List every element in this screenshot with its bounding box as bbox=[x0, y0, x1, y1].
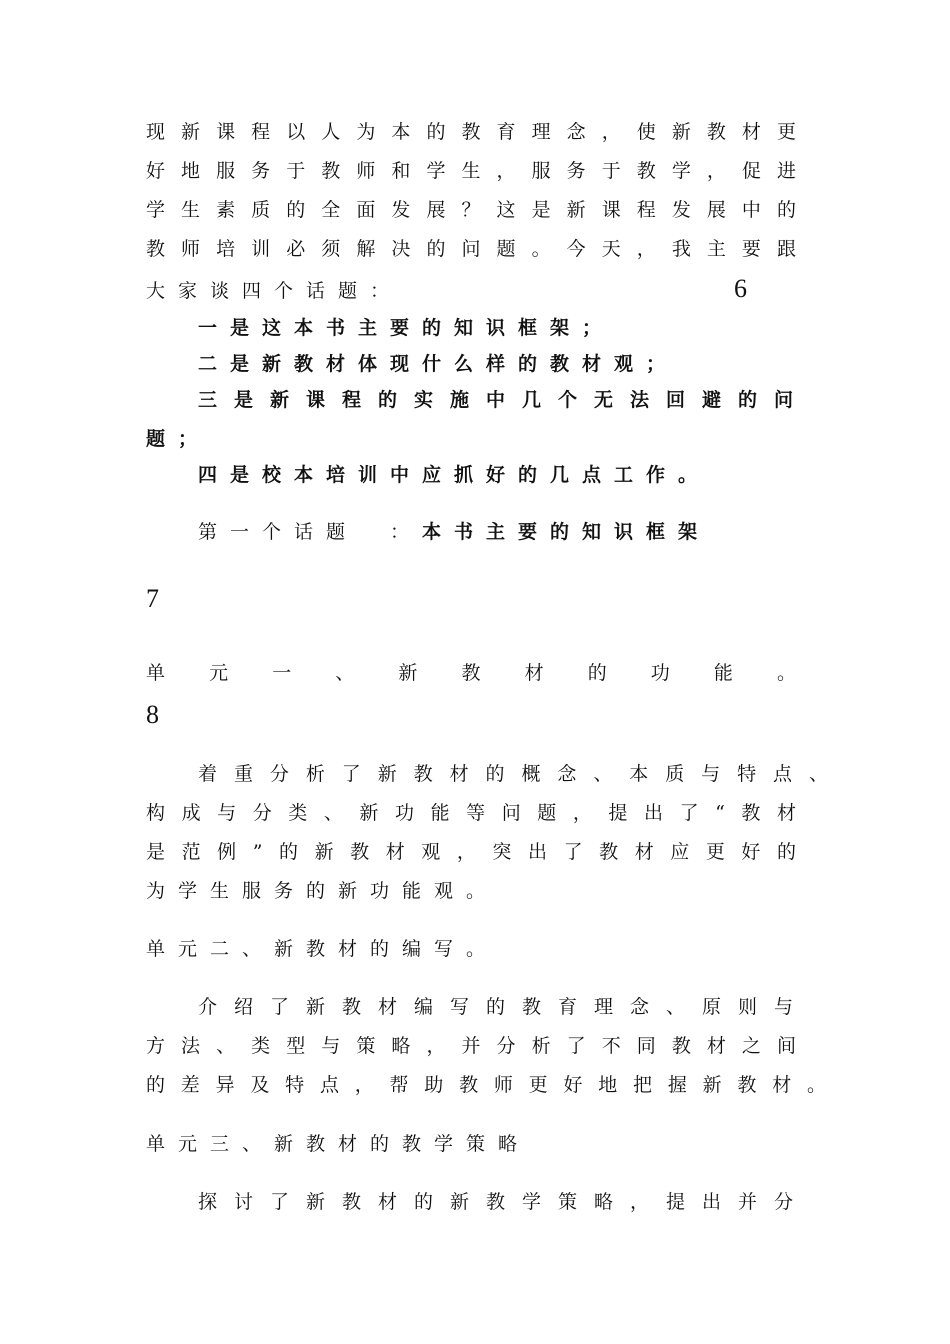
unit2-body-line-3: 的差异及特点，帮助教师更好地把握新教材。 bbox=[146, 1074, 826, 1096]
unit2-body-line-2: 方法、类型与策略，并分析了不同教材之间 bbox=[146, 1035, 796, 1057]
topic-line-1: 一是这本书主要的知识框架； bbox=[198, 317, 615, 339]
unit1-body-line-3: 是范例”的新教材观，突出了教材应更好的 bbox=[146, 841, 796, 863]
unit1-body-line-4: 为学生服务的新功能观。 bbox=[146, 880, 499, 902]
unit3-body-line-1: 探讨了新教材的新教学策略，提出并分 bbox=[198, 1191, 793, 1213]
topic-line-4: 四是校本培训中应抓好的几点工作。 bbox=[198, 464, 711, 486]
first-topic-title: 本书主要的知识框架 bbox=[422, 521, 711, 543]
footnote-marker-6: 6 bbox=[734, 274, 747, 303]
footnote-marker-7: 7 bbox=[146, 584, 159, 613]
unit1-body-line-1: 着重分析了新教材的概念、本质与特点、 bbox=[198, 763, 828, 785]
unit1-heading: 单元一、新教材的功能。 bbox=[146, 662, 796, 684]
unit3-heading: 单元三、新教材的教学策略 bbox=[146, 1133, 531, 1155]
topic-line-2: 二是新教材体现什么样的教材观； bbox=[198, 353, 679, 375]
topic-line-3: 三是新课程的实施中几个无法回避的问 bbox=[198, 389, 793, 411]
intro-line-3: 学生素质的全面发展？这是新课程发展中的 bbox=[146, 199, 796, 221]
first-topic-label: 第一个话题 ： bbox=[198, 521, 423, 543]
first-topic-heading bbox=[198, 520, 848, 544]
unit1-body-line-2: 构成与分类、新功能等问题，提出了“教材 bbox=[146, 802, 796, 824]
intro-line-5: 大家谈四个话题： bbox=[146, 280, 403, 302]
topic-line-3-cont: 题； bbox=[146, 428, 211, 450]
unit2-heading: 单元二、新教材的编写。 bbox=[146, 938, 499, 960]
intro-line-4: 教师培训必须解决的问题。今天，我主要跟 bbox=[146, 238, 796, 260]
intro-line-2: 好地服务于教师和学生，服务于教学，促进 bbox=[146, 160, 796, 182]
footnote-marker-8: 8 bbox=[146, 700, 159, 729]
intro-line-1: 现新课程以人为本的教育理念，使新教材更 bbox=[146, 121, 796, 143]
unit2-body-line-1: 介绍了新教材编写的教育理念、原则与 bbox=[198, 996, 793, 1018]
